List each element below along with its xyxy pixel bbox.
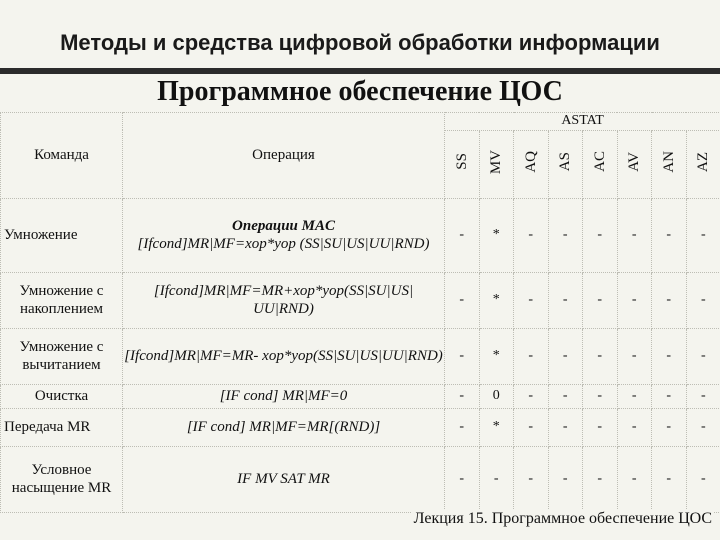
- title-divider: [0, 68, 720, 74]
- operation-cell: [123, 328, 445, 384]
- flag-value-mv: *: [479, 198, 514, 272]
- command-cell: Умножение с вычитанием: [1, 328, 123, 384]
- flag-value-az: -: [686, 198, 720, 272]
- operation-syntax: IF MV SAT MR: [237, 471, 330, 488]
- slide-title: Методы и средства цифровой обработки информации: [60, 30, 660, 55]
- flag-value-as: -: [548, 408, 583, 446]
- instruction-table: [0, 112, 720, 513]
- flag-value-az: -: [686, 272, 720, 328]
- flag-value-mv: *: [479, 408, 514, 446]
- flag-value-av: -: [617, 408, 652, 446]
- flag-value-ss: -: [445, 384, 480, 408]
- header-flag-as: [548, 130, 583, 198]
- flag-value-aq: -: [514, 198, 549, 272]
- operation-syntax: [IF cond] MR|MF=0: [219, 388, 348, 405]
- flag-value-mv: 0: [479, 384, 514, 408]
- flag-value-mv: *: [479, 328, 514, 384]
- flag-value-aq: -: [514, 384, 549, 408]
- flag-value-as: -: [548, 198, 583, 272]
- flag-value-az: -: [686, 384, 720, 408]
- flag-value-az: -: [686, 408, 720, 446]
- flag-value-mv: *: [479, 272, 514, 328]
- flag-value-ac: -: [583, 328, 618, 384]
- flag-value-ss: -: [445, 328, 480, 384]
- flag-label: MV: [488, 149, 505, 174]
- flag-value-as: -: [548, 384, 583, 408]
- operation-cell: [123, 272, 445, 328]
- flag-value-av: -: [617, 446, 652, 512]
- flag-label: AQ: [522, 150, 539, 173]
- flag-value-ac: -: [583, 198, 618, 272]
- flag-value-aq: -: [514, 272, 549, 328]
- command-cell: Условное насыщение MR: [1, 446, 123, 512]
- flag-label: SS: [453, 153, 470, 171]
- table-row: [1, 198, 720, 272]
- flag-value-as: -: [548, 328, 583, 384]
- header-astat: ASTAT: [445, 113, 720, 131]
- flag-value-an: -: [652, 384, 687, 408]
- flag-label: AV: [626, 151, 643, 172]
- table-row: [1, 408, 720, 446]
- flag-value-ss: -: [445, 198, 480, 272]
- operation-syntax: [Ifcond]MR|MF=MR+xop*yop(SS|SU|US| UU|RND): [153, 283, 414, 318]
- flag-value-az: -: [686, 446, 720, 512]
- flag-value-ss: -: [445, 272, 480, 328]
- flag-value-an: -: [652, 272, 687, 328]
- flag-value-ss: -: [445, 446, 480, 512]
- flag-label: AC: [591, 151, 608, 173]
- footer-lecture: Лекция 15. Программное обеспечение ЦОС: [413, 510, 712, 527]
- command-cell: Умножение с накоплением: [1, 272, 123, 328]
- header-command: Команда: [1, 113, 123, 199]
- table-row: [1, 446, 720, 512]
- flag-label: AN: [660, 150, 677, 173]
- flag-value-aq: -: [514, 328, 549, 384]
- flag-value-ac: -: [583, 408, 618, 446]
- header-flag-az: [686, 130, 720, 198]
- operation-syntax: [Ifcond]MR|MF=MR- xop*yop(SS|SU|US|UU|RND): [124, 348, 443, 365]
- header-flag-av: [617, 130, 652, 198]
- flag-value-an: -: [652, 198, 687, 272]
- flag-value-an: -: [652, 328, 687, 384]
- flag-value-aq: -: [514, 408, 549, 446]
- flag-label: AS: [557, 152, 574, 172]
- table-row: [1, 272, 720, 328]
- header-flag-mv: [479, 130, 514, 198]
- flag-value-av: -: [617, 384, 652, 408]
- header-flag-an: [652, 130, 687, 198]
- table-row: [1, 328, 720, 384]
- flag-value-ac: -: [583, 384, 618, 408]
- header-operation: Операция: [123, 113, 445, 199]
- operation-syntax: [IF cond] MR|MF=MR[(RND)]: [186, 419, 381, 436]
- operation-cell: [123, 384, 445, 408]
- header-flag-ac: [583, 130, 618, 198]
- command-cell: Очистка: [1, 384, 123, 408]
- table-row: [1, 384, 720, 408]
- flag-value-as: -: [548, 272, 583, 328]
- flag-value-ac: -: [583, 272, 618, 328]
- header-flag-ss: [445, 130, 480, 198]
- flag-value-ac: -: [583, 446, 618, 512]
- flag-value-mv: -: [479, 446, 514, 512]
- operation-group-heading: Операции MAC: [232, 218, 335, 235]
- header-flag-aq: [514, 130, 549, 198]
- command-cell: Передача MR: [1, 408, 123, 446]
- flag-value-ss: -: [445, 408, 480, 446]
- operation-cell: [123, 198, 445, 272]
- flag-value-an: -: [652, 446, 687, 512]
- flag-value-an: -: [652, 408, 687, 446]
- operation-cell: [123, 446, 445, 512]
- operation-syntax: [Ifcond]MR|MF=xop*yop (SS|SU|US|UU|RND): [137, 236, 430, 253]
- flag-value-az: -: [686, 328, 720, 384]
- flag-label: AZ: [695, 151, 712, 172]
- flag-value-av: -: [617, 198, 652, 272]
- flag-value-av: -: [617, 328, 652, 384]
- command-cell: Умножение: [1, 198, 123, 272]
- flag-value-aq: -: [514, 446, 549, 512]
- flag-value-as: -: [548, 446, 583, 512]
- flag-value-av: -: [617, 272, 652, 328]
- operation-cell: [123, 408, 445, 446]
- slide-subtitle: Программное обеспечение ЦОС: [157, 76, 563, 107]
